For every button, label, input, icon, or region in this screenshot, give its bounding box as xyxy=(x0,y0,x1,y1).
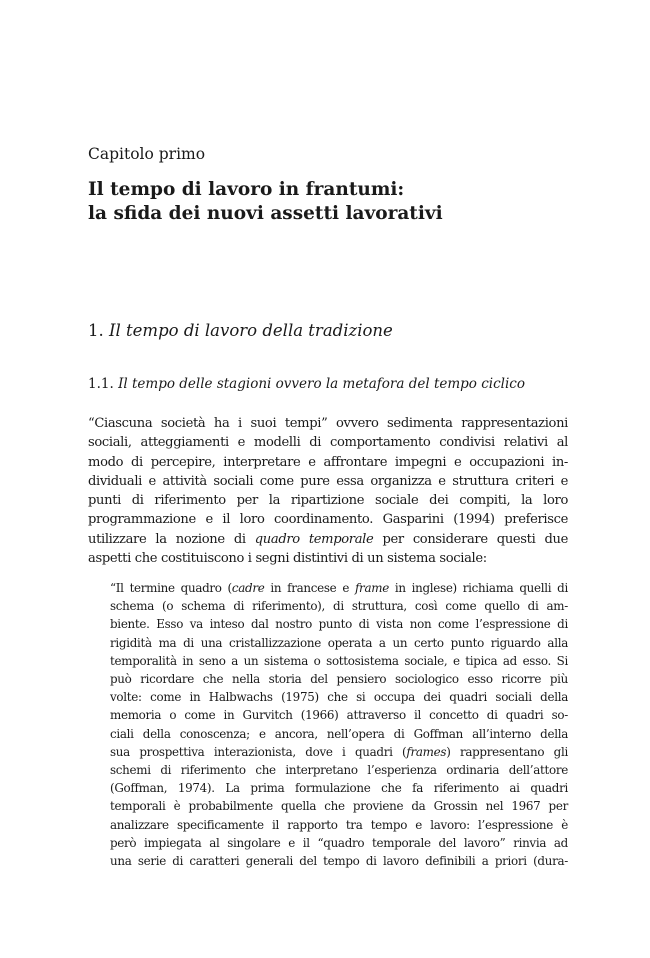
quote-line: analizzare specificamente il rapporto tra tempo e lavoro: l’espressione è xyxy=(110,817,568,832)
quote-line: temporalità in seno a un sistema o sottosistema sociale, e tipica ad esso. Si xyxy=(110,653,568,668)
emphasis-term: frame xyxy=(354,581,389,595)
paragraph-text: utilizzare la nozione di xyxy=(88,531,255,547)
subsection-number: 1.1. xyxy=(88,376,114,392)
quote-line: temporali è probabilmente quella che proviene da Grossin nel 1967 per xyxy=(110,799,568,814)
paragraph-line: dividuali e attività sociali come pure essa organizza e struttura criteri e xyxy=(88,473,568,489)
emphasis-term: quadro temporale xyxy=(254,531,374,547)
subsection-title: Il tempo delle stagioni ovvero la metafora del tempo ciclico xyxy=(118,376,525,392)
quote-line: può ricordare che nella storia del pensiero sociologico esso ricorre più xyxy=(110,672,568,687)
quote-text: ) rappresentano gli xyxy=(446,744,568,759)
block-quote xyxy=(110,579,568,870)
paragraph-line: punti di riferimento per la ripartizione sociale dei compiti, la loro xyxy=(88,493,568,509)
quote-text: sua prospettiva interazionista, dove i quadri ( xyxy=(110,744,407,759)
paragraph-line: sociali, atteggiamenti e modelli di comportamento condivisi relativi al xyxy=(88,435,568,451)
paragraph-line: programmazione e il loro coordinamento. Gasparini (1994) preferisce xyxy=(88,512,568,528)
subsection-heading xyxy=(88,376,525,392)
paragraph-line: aspetti che costituiscono i segni distintivi di un sistema sociale: xyxy=(88,551,487,567)
emphasis-term: frames xyxy=(406,744,447,759)
paragraph-line xyxy=(88,530,568,549)
quote-line: (Goffman, 1974). La prima formulazione che fa riferimento ai quadri xyxy=(110,781,568,796)
quote-line: rigidità ma di una cristallizzazione operata a un certo punto riguardo alla xyxy=(110,635,568,650)
quote-line xyxy=(110,579,568,597)
quote-text: “Il termine quadro ( xyxy=(110,581,232,595)
quote-line: memoria o come in Gurvitch (1966) attraverso il concetto di quadri so- xyxy=(110,708,568,723)
quote-line xyxy=(110,743,568,761)
paragraph-line: modo di percepire, interpretare e affrontare impegni e occupazioni in- xyxy=(88,454,568,470)
quote-line: volte: come in Halbwachs (1975) che si occupa dei quadri sociali della xyxy=(110,690,568,705)
chapter-title-line-1: Il tempo di lavoro in frantumi: xyxy=(88,179,405,200)
chapter-title-line-2: la sfida dei nuovi assetti lavorativi xyxy=(88,203,443,224)
section-title: Il tempo di lavoro della tradizione xyxy=(109,321,393,340)
section-heading xyxy=(88,321,393,340)
quote-line: schema (o schema di riferimento), di struttura, così come quello di am- xyxy=(110,599,568,614)
chapter-label: Capitolo primo xyxy=(88,145,206,163)
section-number: 1. xyxy=(88,321,104,340)
quote-text: in francese e xyxy=(264,581,355,595)
quote-line: una serie di caratteri generali del tempo di lavoro definibili a priori (dura- xyxy=(110,854,568,869)
body-paragraph xyxy=(88,414,568,568)
quote-text: in inglese) richiama quelli di xyxy=(388,581,568,595)
quote-line: biente. Esso va inteso dal nostro punto di vista non come l’espressione di xyxy=(110,617,568,632)
quote-line: schemi di riferimento che interpretano l’esperienza ordinaria dell’attore xyxy=(110,763,568,778)
paragraph-text: per considerare questi due xyxy=(373,531,568,547)
emphasis-term: cadre xyxy=(231,581,265,595)
quote-line: però impiegata al singolare e il “quadro temporale del lavoro” rinvia ad xyxy=(110,835,568,850)
paragraph-line: “Ciascuna società ha i suoi tempi” ovvero sedimenta rappresentazioni xyxy=(88,416,568,431)
chapter-title xyxy=(88,178,568,226)
quote-line: ciali della conoscenza; e ancora, nell’opera di Goffman all’interno della xyxy=(110,726,568,741)
